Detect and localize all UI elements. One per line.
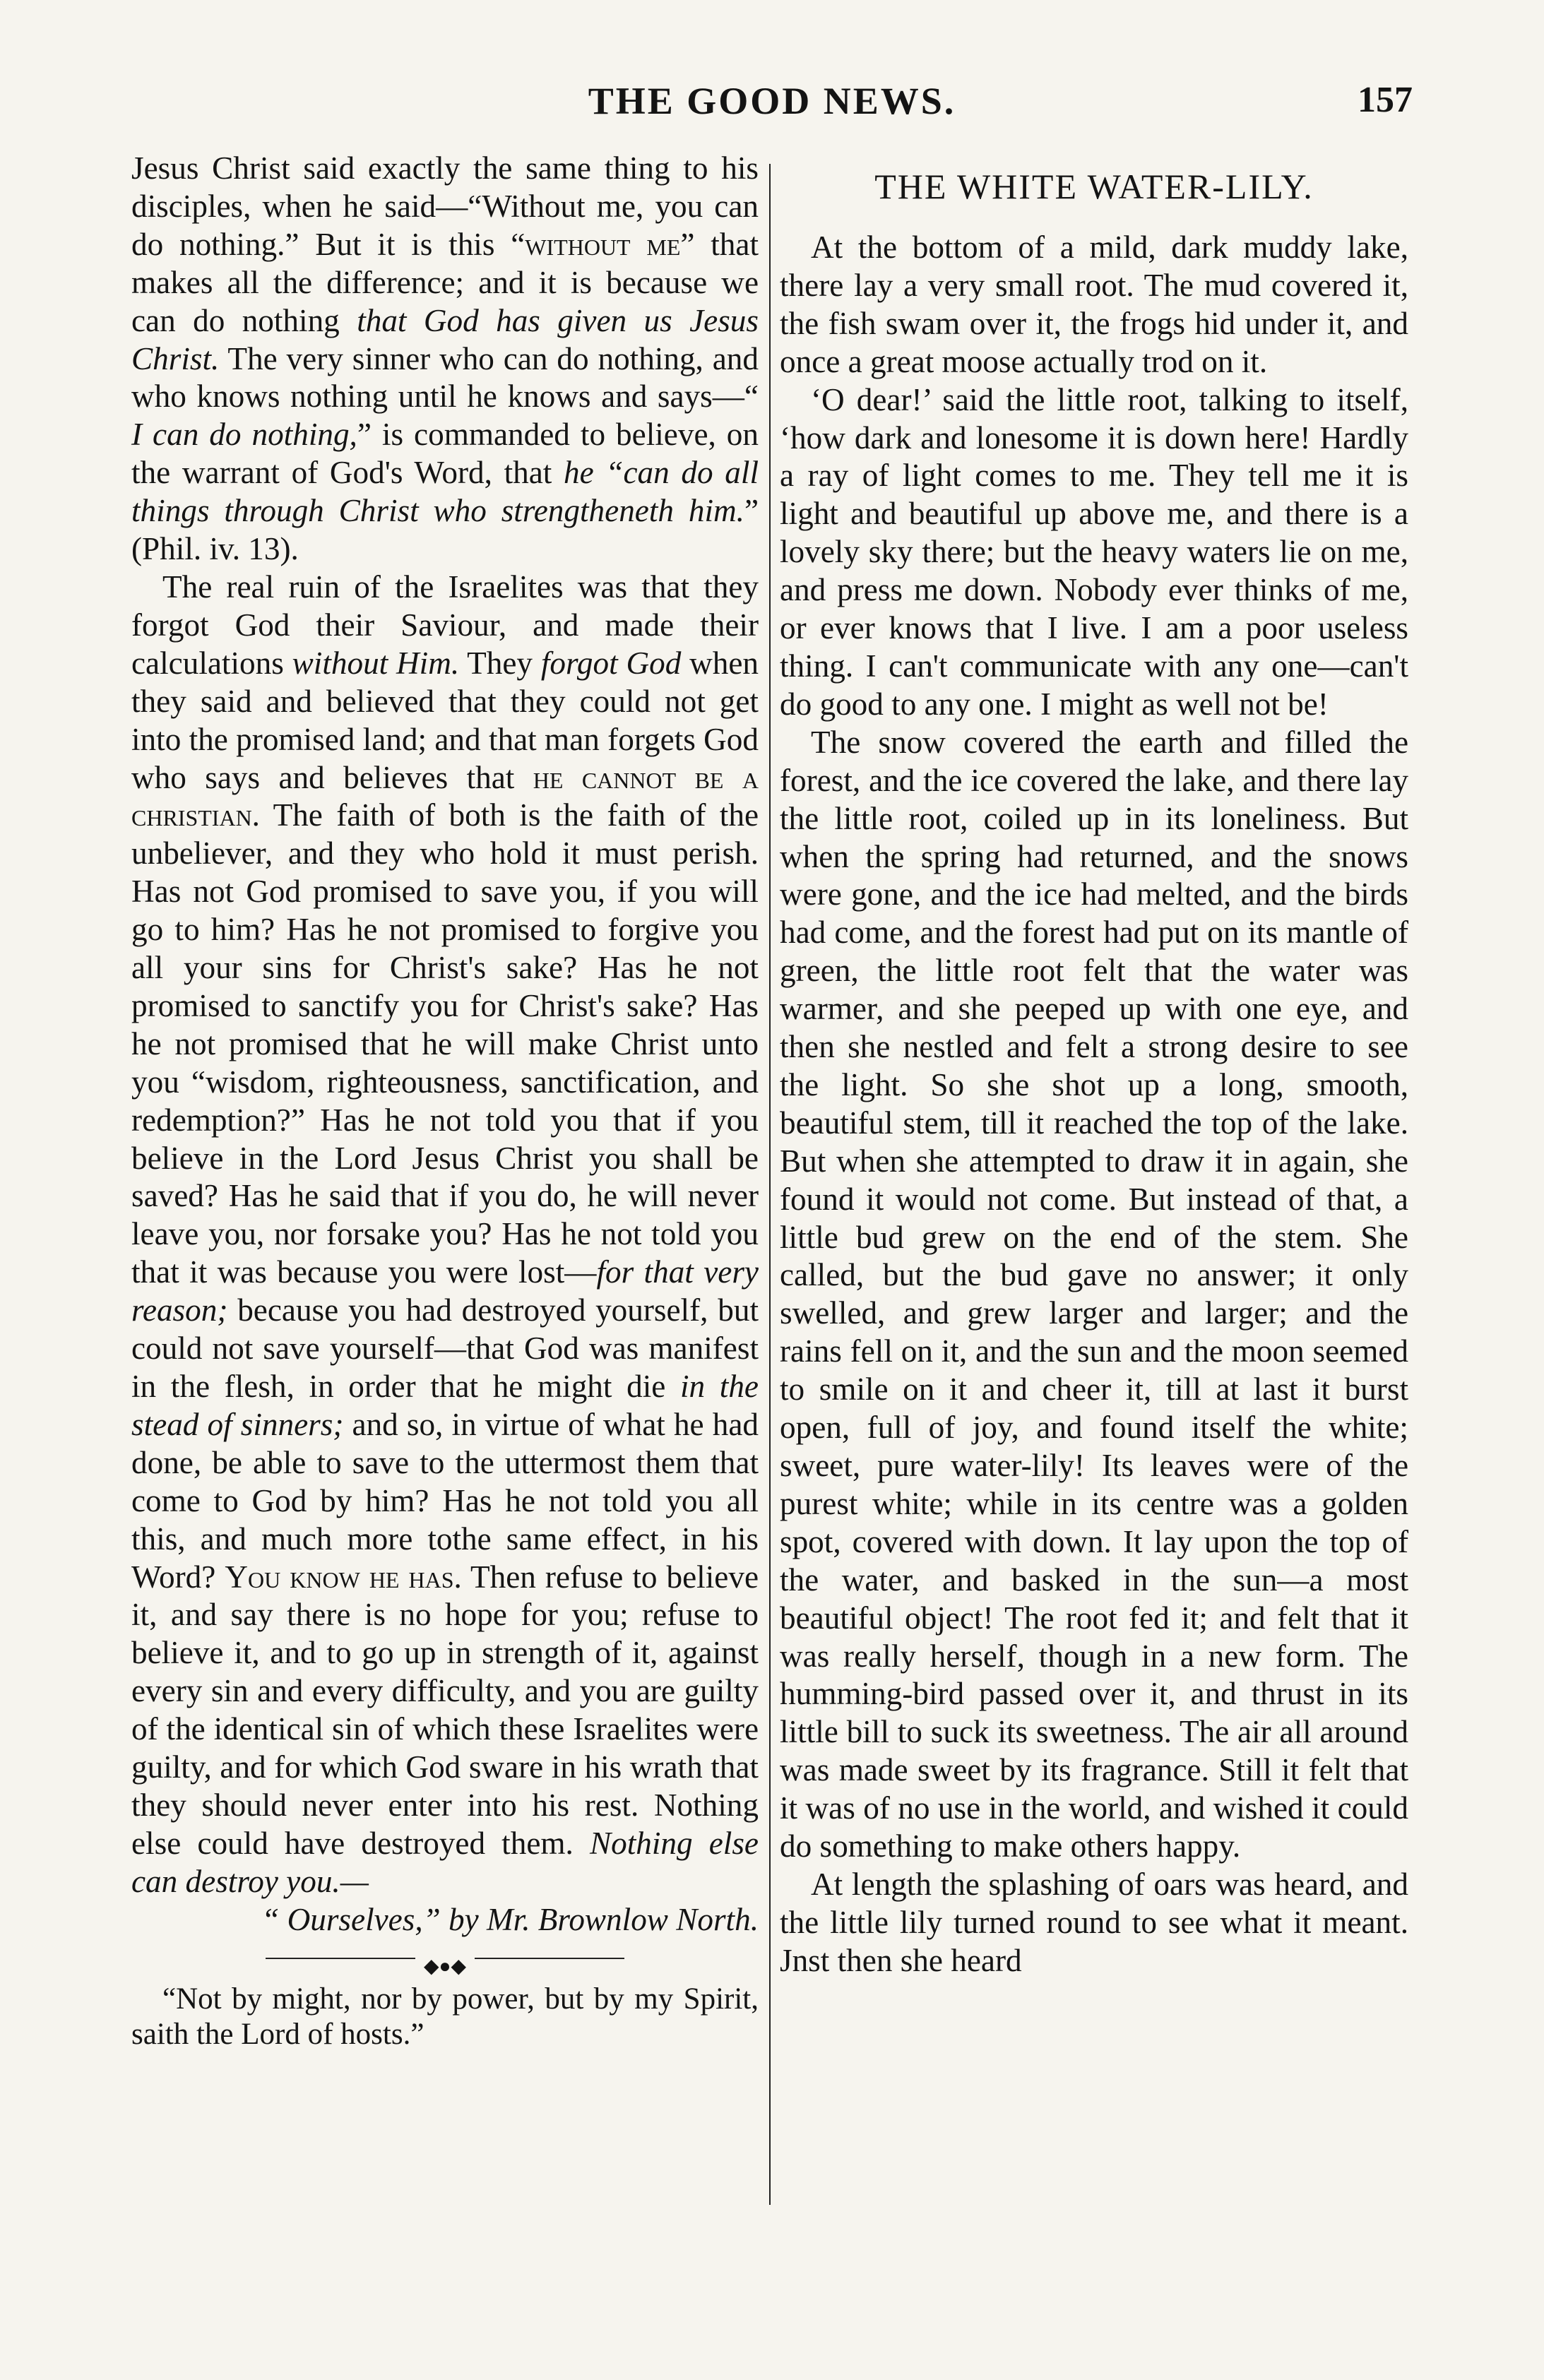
text-run: The real ruin of the Israelites was that they forgot God their Saviour, and made their calculations	[131, 569, 759, 681]
italic-run: forgot God	[540, 645, 682, 681]
right-column	[780, 150, 1408, 1980]
text-run: because you had destroyed yourself, but could not save yourself—that God was manifest in the flesh, in order that he might die	[131, 1292, 759, 1404]
left-paragraph-2	[131, 569, 759, 1901]
right-paragraph-3: The snow covered the earth and filled the forest, and the ice covered the lake, and there lay the little root, coiled up in its loneliness. But when the spring had returned, and the snows were gone, and the ice had melted, and the birds had come, and the forest had put on its mantle of green, the little root felt that the water was warmer, and she peeped up with one eye, and then she nestled and felt a strong desire to see the light. So she shot up a long, smooth, beautiful stem, till it reached the top of the lake. But when she attempted to draw it in again, she found it would not come. But instead of that, a little bud grew on the end of the stem. She called, but the bud gave no answer; it only swelled, and grew larger and larger; and the rains fell on it, and the sun and the moon seemed to smile on it and cheer it, till at last it burst open, full of joy, and found itself the white; sweet, pure water-lily! Its leaves were of the purest white; while in its centre was a golden spot, covered with down. It lay upon the top of the water, and basked in the sun—a most beautiful object! The root fed it; and felt that it was really herself, though in a new form. The humming-bird passed over it, and thrust in its little bill to suck its sweetness. The air all around was made sweet by its fragrance. Still it felt that it was of no use in the world, and wished it could do something to make others happy.	[780, 724, 1408, 1864]
divider-ornament: ◆●◆	[415, 1956, 475, 1977]
small-caps-run: he cannot be a christian.	[131, 759, 759, 833]
small-caps-run: without me	[525, 226, 681, 262]
running-title: THE GOOD NEWS.	[588, 80, 956, 122]
italic-run: I can do nothing,	[131, 417, 357, 453]
page-number: 157	[1358, 80, 1413, 120]
italic-run: he “can do all things through Christ who strengtheneth him.	[131, 455, 759, 529]
text-run: They	[459, 645, 541, 681]
attribution	[131, 1901, 759, 1939]
left-paragraph-1	[131, 150, 759, 569]
attribution-text: “ Ourselves,” by Mr. Brownlow North.	[261, 1901, 759, 1937]
text-run: ” is commanded to believe, on the warrant of God's Word, that	[131, 417, 759, 491]
italic-run: without Him.	[292, 645, 460, 681]
text-run: Jesus Christ said exactly the same thing to his disciples, when he said—“Without me, you can do nothing.” But it is this “	[131, 150, 759, 262]
text-run: The very sinner who can do nothing, and who knows nothing until he knows and says—“	[131, 340, 759, 415]
scripture-quote: “Not by might, nor by power, but by my Spirit, saith the Lord of hosts.”	[131, 1982, 759, 2051]
right-paragraph-4: At length the splashing of oars was heard, and the little lily turned round to see what it meant. Jnst then she heard	[780, 1866, 1408, 1978]
text-run: ” that makes all the difference; and it is because we can do nothing	[131, 226, 759, 338]
article-title: THE WHITE WATER-LILY.	[874, 167, 1314, 206]
italic-run: that God has given us Jesus Christ.	[131, 302, 759, 376]
page-header	[0, 71, 1544, 134]
text-run: and so, in virtue of what he had done, be able to save to the uttermost them that come to God by him? Has he not told you all this, and much more tothe same effect, in his Word?	[131, 1406, 759, 1595]
italic-run: for that very reason;	[131, 1254, 759, 1328]
text-run: The faith of both is the faith of the unbeliever, and they who hold it must perish. Has not God promised to save you, if you will go to him? Has he not promised to forgive you all your sins for Christ's sake? Has he not promised to sanctify you for Christ's sake? Has he not promised that he will make Christ unto you “wisdom, righteousness, sanctification, and redemption?” Has he not told you that if you believe in the Lord Jesus Christ you shall be saved? Has he said that if you do, he will never leave you, nor forsake you? Has he not told you that it was because you were lost—	[131, 797, 759, 1290]
right-paragraph-1: At the bottom of a mild, dark muddy lake, there lay a very small root. The mud covered it, the fish swam over it, the frogs hid under it, and once a great moose actually trod on it.	[780, 230, 1408, 379]
right-paragraph-2: ‘O dear!’ said the little root, talking to itself, ‘how dark and lonesome it is down here! Hardly a ray of light comes to me. They tell me it is light and beautiful up above me, and there is a lovely sky there; but the heavy waters lie on me, and press me down. Nobody ever thinks of me, or ever knows that I live. I am a poor useless thing. I can't communicate with any one—can't do good to any one. I might as well not be!	[780, 381, 1408, 722]
text-run: ” (Phil. iv. 13).	[131, 493, 759, 567]
small-caps-run: You know he has.	[225, 1559, 462, 1595]
column-rule	[769, 164, 771, 2205]
left-column	[131, 150, 759, 2052]
text-run: when they said and believed that they could not get into the promised land; and that man forgets God who says and believes that	[131, 645, 759, 795]
italic-run: Nothing else can destroy you.—	[131, 1825, 759, 1899]
text-run: Then refuse to believe it, and say there is no hope for you; refuse to believe it, and to go up in strength of it, against every sin and every difficulty, and you are guilty of the identical sin of which these Israelites were guilty, and for which God sware in his wrath that they should never enter into his rest. Nothing else could have destroyed them.	[131, 1559, 759, 1861]
italic-run: in the stead of sinners;	[131, 1369, 759, 1442]
section-divider	[131, 1944, 759, 1977]
